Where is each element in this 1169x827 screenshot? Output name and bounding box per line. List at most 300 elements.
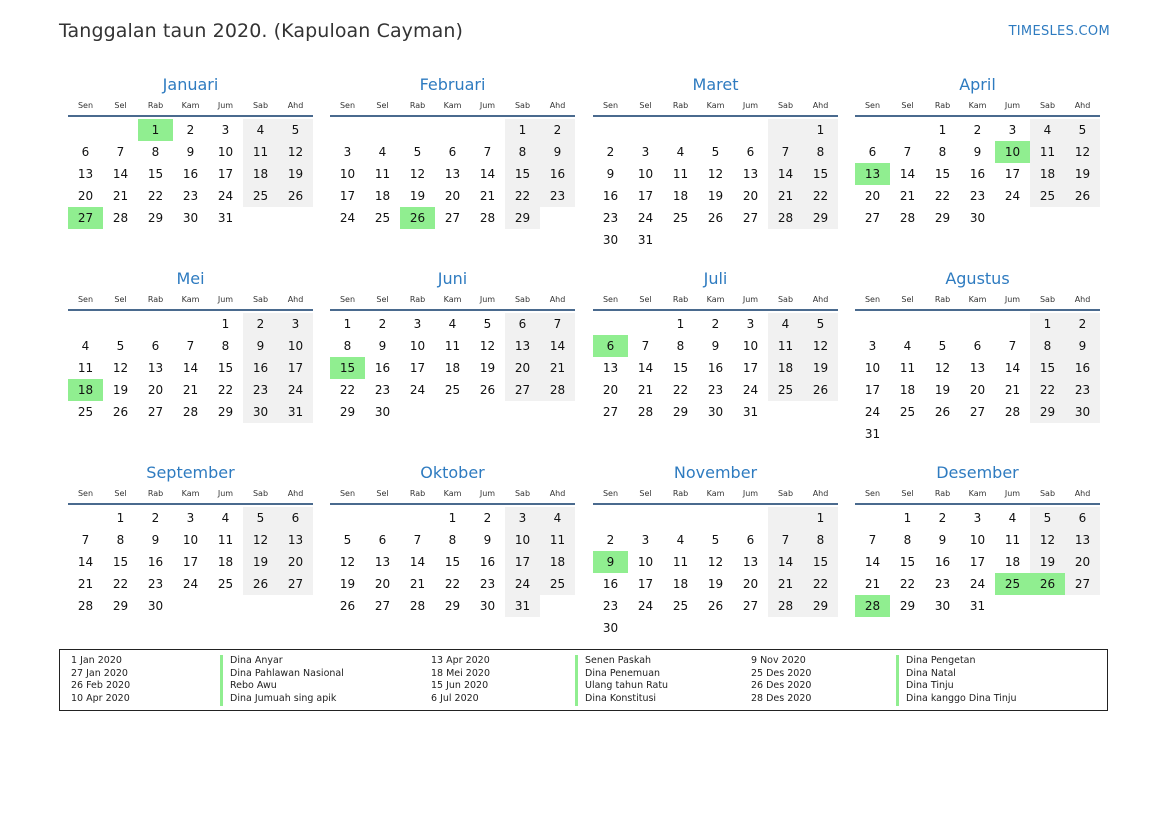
day-cell: 26 — [707, 599, 724, 613]
day-cell: 10 — [637, 555, 654, 569]
empty-day-cell — [733, 507, 768, 529]
day-cell: 26 — [803, 379, 838, 401]
weekday-label: Sab — [777, 295, 794, 304]
weekday-label: Kam — [443, 295, 462, 304]
month-name: Februari — [419, 75, 486, 94]
brand-logo[interactable]: TIMESLES.COM — [1008, 24, 1110, 39]
day-cell: 6 — [505, 313, 540, 335]
legend-holiday-name: Rebo Awu — [220, 680, 344, 693]
day-cell: 31 — [864, 427, 881, 441]
day-cell: 26 — [934, 405, 951, 419]
month-november — [593, 462, 838, 639]
header-rule — [330, 503, 575, 505]
day-cell: 5 — [483, 317, 492, 331]
empty-day-cell — [435, 119, 470, 141]
day-cell: 27 — [969, 405, 986, 419]
day-cell: 5 — [1065, 119, 1100, 141]
day-cell: 21 — [479, 189, 496, 203]
day-cell: 20 — [742, 189, 759, 203]
day-cell: 17 — [505, 551, 540, 573]
day-cell: 18 — [768, 357, 803, 379]
empty-day-cell — [470, 119, 505, 141]
day-cell: 8 — [116, 533, 125, 547]
weekday-label: Sab — [252, 489, 269, 498]
empty-day-cell — [365, 119, 400, 141]
weekday-label: Jum — [1004, 101, 1021, 110]
day-cell: 25 — [899, 405, 916, 419]
month-name: September — [146, 463, 235, 482]
weekday-label: Sel — [376, 489, 389, 498]
day-cell: 7 — [641, 339, 650, 353]
empty-day-cell — [698, 507, 733, 529]
day-cell: 17 — [969, 555, 986, 569]
weekday-label: Jum — [479, 101, 496, 110]
header-rule — [68, 503, 313, 505]
day-cell: 25 — [374, 211, 391, 225]
day-cell: 4 — [676, 145, 685, 159]
weekday-label: Jum — [479, 489, 496, 498]
day-cell: 5 — [413, 145, 422, 159]
weekday-header — [855, 291, 1100, 309]
day-cell: 3 — [278, 313, 313, 335]
day-cell: 16 — [147, 555, 164, 569]
legend-date: 27 Jan 2020 — [71, 667, 128, 679]
day-cell: 24 — [969, 577, 986, 591]
day-cell: 23 — [540, 185, 575, 207]
day-cell: 9 — [711, 339, 720, 353]
day-cell: 29 — [672, 405, 689, 419]
month-januari — [68, 74, 313, 229]
day-cell: 13 — [77, 167, 94, 181]
day-cell: 22 — [444, 577, 461, 591]
day-cell: 11 — [77, 361, 94, 375]
day-cell: 29 — [803, 595, 838, 617]
month-agustus — [855, 268, 1100, 445]
day-cell: 16 — [479, 555, 496, 569]
day-cell: 9 — [540, 141, 575, 163]
empty-day-cell — [628, 119, 663, 141]
day-cell: 30 — [602, 621, 619, 635]
legend-date: 26 Des 2020 — [751, 680, 812, 692]
day-cell: 25 — [768, 379, 803, 401]
legend-date: 1 Jan 2020 — [71, 655, 122, 666]
day-cell: 20 — [147, 383, 164, 397]
day-cell: 4 — [768, 313, 803, 335]
legend-dates-col-3 — [751, 655, 811, 706]
day-cell: 10 — [217, 145, 234, 159]
day-cell: 22 — [505, 185, 540, 207]
day-cell: 21 — [77, 577, 94, 591]
weekday-label: Sab — [1039, 101, 1056, 110]
day-cell: 20 — [602, 383, 619, 397]
weekday-label: Ahd — [549, 489, 566, 498]
weekday-label: Ahd — [287, 295, 304, 304]
day-cell: 28 — [409, 599, 426, 613]
day-grid — [68, 507, 313, 617]
day-cell: 27 — [742, 599, 759, 613]
day-cell: 6 — [973, 339, 982, 353]
day-cell: 14 — [112, 167, 129, 181]
weekday-label: Kam — [968, 489, 987, 498]
day-cell: 4 — [448, 317, 457, 331]
day-cell: 11 — [899, 361, 916, 375]
day-cell: 9 — [593, 551, 628, 573]
day-cell: 28 — [768, 207, 803, 229]
legend-date: 10 Apr 2020 — [71, 693, 130, 705]
weekday-label: Ahd — [287, 101, 304, 110]
day-cell: 10 — [637, 167, 654, 181]
day-cell: 19 — [339, 577, 356, 591]
weekday-label: Sab — [252, 101, 269, 110]
day-cell: 17 — [742, 361, 759, 375]
day-grid — [330, 119, 575, 229]
day-cell: 7 — [540, 313, 575, 335]
day-cell: 23 — [147, 577, 164, 591]
weekday-label: Ahd — [1074, 101, 1091, 110]
day-cell: 23 — [969, 189, 986, 203]
header-rule — [330, 115, 575, 117]
day-cell: 27 — [864, 211, 881, 225]
day-cell: 29 — [899, 599, 916, 613]
day-cell: 3 — [1008, 123, 1017, 137]
day-cell: 16 — [602, 577, 619, 591]
day-cell: 28 — [77, 599, 94, 613]
day-grid — [68, 119, 313, 229]
day-cell: 3 — [641, 533, 650, 547]
empty-day-cell — [960, 313, 995, 335]
header-rule — [593, 503, 838, 505]
empty-day-cell — [628, 313, 663, 335]
day-cell: 7 — [483, 145, 492, 159]
weekday-header — [855, 485, 1100, 503]
day-cell: 31 — [505, 595, 540, 617]
day-cell: 24 — [637, 599, 654, 613]
day-cell: 23 — [602, 599, 619, 613]
day-cell: 26 — [1030, 573, 1065, 595]
weekday-label: Sab — [514, 489, 531, 498]
legend-holiday-name: Dina kanggo Dina Tinju — [896, 693, 1017, 706]
empty-day-cell — [173, 313, 208, 335]
day-cell: 21 — [540, 357, 575, 379]
day-grid — [593, 313, 838, 423]
empty-day-cell — [365, 507, 400, 529]
weekday-header — [330, 485, 575, 503]
day-cell: 6 — [868, 145, 877, 159]
empty-day-cell — [855, 507, 890, 529]
day-cell: 1 — [116, 511, 125, 525]
weekday-label: Kam — [968, 295, 987, 304]
month-mei — [68, 268, 313, 423]
day-cell: 28 — [540, 379, 575, 401]
empty-day-cell — [855, 119, 890, 141]
header-rule — [855, 115, 1100, 117]
day-cell: 16 — [374, 361, 391, 375]
day-cell: 24 — [182, 577, 199, 591]
weekday-label: Sen — [77, 489, 94, 498]
day-cell: 17 — [409, 361, 426, 375]
empty-day-cell — [733, 119, 768, 141]
day-cell: 14 — [768, 551, 803, 573]
day-cell: 7 — [903, 145, 912, 159]
weekday-label: Rab — [934, 101, 951, 110]
day-cell: 13 — [742, 555, 759, 569]
day-cell: 27 — [278, 573, 313, 595]
day-cell: 8 — [505, 141, 540, 163]
day-cell: 15 — [1030, 357, 1065, 379]
day-cell: 5 — [1030, 507, 1065, 529]
day-cell: 11 — [1004, 533, 1021, 547]
weekday-label: Jum — [217, 101, 234, 110]
day-cell: 8 — [343, 339, 352, 353]
weekday-label: Ahd — [549, 295, 566, 304]
day-cell: 10 — [742, 339, 759, 353]
weekday-label: Sel — [639, 489, 652, 498]
day-cell: 22 — [899, 577, 916, 591]
day-cell: 25 — [77, 405, 94, 419]
weekday-label: Rab — [409, 295, 426, 304]
weekday-label: Jum — [217, 489, 234, 498]
day-cell: 14 — [899, 167, 916, 181]
day-cell: 8 — [448, 533, 457, 547]
weekday-header — [68, 485, 313, 503]
day-cell: 27 — [147, 405, 164, 419]
empty-day-cell — [855, 313, 890, 335]
weekday-label: Sen — [602, 295, 619, 304]
day-cell: 16 — [243, 357, 278, 379]
day-cell: 17 — [182, 555, 199, 569]
day-cell: 11 — [444, 339, 461, 353]
day-cell: 26 — [479, 383, 496, 397]
day-cell: 12 — [934, 361, 951, 375]
day-cell: 27 — [505, 379, 540, 401]
day-grid — [593, 507, 838, 639]
day-cell: 8 — [221, 339, 230, 353]
day-cell: 20 — [374, 577, 391, 591]
weekday-label: Ahd — [812, 295, 829, 304]
day-cell: 26 — [1065, 185, 1100, 207]
weekday-label: Sab — [1039, 295, 1056, 304]
day-cell: 2 — [243, 313, 278, 335]
weekday-label: Sen — [864, 295, 881, 304]
day-cell: 28 — [1004, 405, 1021, 419]
header-rule — [330, 309, 575, 311]
day-cell: 3 — [641, 145, 650, 159]
day-cell: 8 — [1030, 335, 1065, 357]
day-cell: 15 — [803, 163, 838, 185]
month-februari — [330, 74, 575, 229]
weekday-label: Ahd — [812, 101, 829, 110]
day-cell: 3 — [413, 317, 422, 331]
day-cell: 21 — [864, 577, 881, 591]
day-cell: 11 — [768, 335, 803, 357]
day-cell: 14 — [637, 361, 654, 375]
day-cell: 24 — [409, 383, 426, 397]
empty-day-cell — [628, 507, 663, 529]
month-april — [855, 74, 1100, 229]
day-cell: 14 — [1004, 361, 1021, 375]
weekday-label: Rab — [409, 489, 426, 498]
day-cell: 29 — [112, 599, 129, 613]
weekday-label: Sen — [339, 101, 356, 110]
weekday-label: Sen — [77, 101, 94, 110]
weekday-label: Sen — [77, 295, 94, 304]
day-cell: 23 — [934, 577, 951, 591]
weekday-label: Rab — [147, 295, 164, 304]
day-cell: 20 — [742, 577, 759, 591]
day-cell: 22 — [112, 577, 129, 591]
day-grid — [330, 313, 575, 423]
day-cell: 9 — [483, 533, 492, 547]
day-cell: 2 — [711, 317, 720, 331]
day-cell: 8 — [803, 529, 838, 551]
day-cell: 7 — [413, 533, 422, 547]
day-cell: 30 — [934, 599, 951, 613]
empty-day-cell — [698, 119, 733, 141]
month-name: Agustus — [945, 269, 1010, 288]
day-cell: 30 — [374, 405, 391, 419]
day-cell: 28 — [768, 595, 803, 617]
day-cell: 4 — [221, 511, 230, 525]
day-cell: 17 — [278, 357, 313, 379]
day-cell: 17 — [217, 167, 234, 181]
empty-day-cell — [995, 313, 1030, 335]
day-cell: 6 — [448, 145, 457, 159]
weekday-label: Kam — [706, 295, 725, 304]
month-name: Oktober — [420, 463, 485, 482]
day-cell: 16 — [1065, 357, 1100, 379]
day-cell: 28 — [899, 211, 916, 225]
day-cell: 2 — [938, 511, 947, 525]
day-cell: 7 — [116, 145, 125, 159]
day-cell: 17 — [637, 189, 654, 203]
day-cell: 12 — [278, 141, 313, 163]
weekday-label: Sen — [864, 101, 881, 110]
day-cell: 18 — [672, 577, 689, 591]
legend-date: 28 Des 2020 — [751, 693, 812, 705]
day-cell: 3 — [221, 123, 230, 137]
weekday-header — [68, 291, 313, 309]
day-cell: 22 — [339, 383, 356, 397]
empty-day-cell — [593, 507, 628, 529]
day-cell: 9 — [606, 167, 615, 181]
day-grid — [330, 507, 575, 617]
day-cell: 12 — [243, 529, 278, 551]
day-cell: 19 — [112, 383, 129, 397]
weekday-label: Jum — [1004, 295, 1021, 304]
day-cell: 3 — [505, 507, 540, 529]
day-cell: 25 — [995, 573, 1030, 595]
day-cell: 18 — [68, 379, 103, 401]
weekday-label: Jum — [742, 101, 759, 110]
empty-day-cell — [330, 507, 365, 529]
day-cell: 19 — [409, 189, 426, 203]
day-cell: 7 — [768, 141, 803, 163]
day-cell: 4 — [1008, 511, 1017, 525]
legend-dates-col-2 — [431, 655, 490, 706]
weekday-label: Sab — [1039, 489, 1056, 498]
day-cell: 9 — [151, 533, 160, 547]
day-cell: 23 — [707, 383, 724, 397]
day-cell: 2 — [378, 317, 387, 331]
day-cell: 10 — [505, 529, 540, 551]
day-cell: 15 — [899, 555, 916, 569]
day-cell: 31 — [217, 211, 234, 225]
empty-day-cell — [890, 119, 925, 141]
day-cell: 9 — [973, 145, 982, 159]
day-cell: 19 — [707, 577, 724, 591]
weekday-label: Sab — [777, 489, 794, 498]
day-cell: 9 — [378, 339, 387, 353]
day-cell: 5 — [711, 145, 720, 159]
weekday-label: Rab — [147, 101, 164, 110]
day-cell: 7 — [868, 533, 877, 547]
day-cell: 12 — [479, 339, 496, 353]
day-cell: 29 — [1030, 401, 1065, 423]
weekday-label: Sen — [864, 489, 881, 498]
day-cell: 3 — [343, 145, 352, 159]
day-cell: 14 — [77, 555, 94, 569]
day-cell: 30 — [1065, 401, 1100, 423]
header-rule — [593, 309, 838, 311]
day-cell: 14 — [768, 163, 803, 185]
weekday-label: Kam — [968, 101, 987, 110]
day-cell: 28 — [112, 211, 129, 225]
legend-holiday-name: Dina Pahlawan Nasional — [220, 668, 344, 681]
day-cell: 29 — [803, 207, 838, 229]
day-cell: 8 — [676, 339, 685, 353]
header-rule — [855, 503, 1100, 505]
month-name: Maret — [692, 75, 739, 94]
empty-day-cell — [593, 313, 628, 335]
day-cell: 5 — [243, 507, 278, 529]
weekday-label: Jum — [217, 295, 234, 304]
day-cell: 4 — [243, 119, 278, 141]
day-cell: 13 — [147, 361, 164, 375]
day-cell: 18 — [374, 189, 391, 203]
day-cell: 1 — [1030, 313, 1065, 335]
weekday-label: Sel — [639, 101, 652, 110]
weekday-label: Sab — [252, 295, 269, 304]
weekday-header — [593, 485, 838, 503]
legend-date: 9 Nov 2020 — [751, 655, 806, 666]
empty-day-cell — [138, 313, 173, 335]
day-cell: 1 — [448, 511, 457, 525]
legend-holiday-name: Dina Anyar — [220, 655, 344, 668]
day-cell: 11 — [672, 167, 689, 181]
day-cell: 2 — [186, 123, 195, 137]
day-cell: 29 — [339, 405, 356, 419]
day-cell: 26 — [400, 207, 435, 229]
month-name: Juni — [437, 269, 468, 288]
month-name: Mei — [176, 269, 205, 288]
day-cell: 1 — [221, 317, 230, 331]
day-cell: 6 — [378, 533, 387, 547]
day-cell: 29 — [505, 207, 540, 229]
day-cell: 20 — [864, 189, 881, 203]
weekday-label: Kam — [706, 489, 725, 498]
legend-dates-col-1 — [71, 655, 130, 706]
legend-holiday-name: Dina Pengetan — [896, 655, 1017, 668]
day-cell: 27 — [444, 211, 461, 225]
day-cell: 25 — [672, 211, 689, 225]
day-cell: 23 — [182, 189, 199, 203]
weekday-label: Kam — [181, 295, 200, 304]
day-cell: 9 — [938, 533, 947, 547]
day-cell: 5 — [343, 533, 352, 547]
legend-date: 18 Mei 2020 — [431, 667, 490, 679]
month-juni — [330, 268, 575, 423]
day-cell: 13 — [444, 167, 461, 181]
